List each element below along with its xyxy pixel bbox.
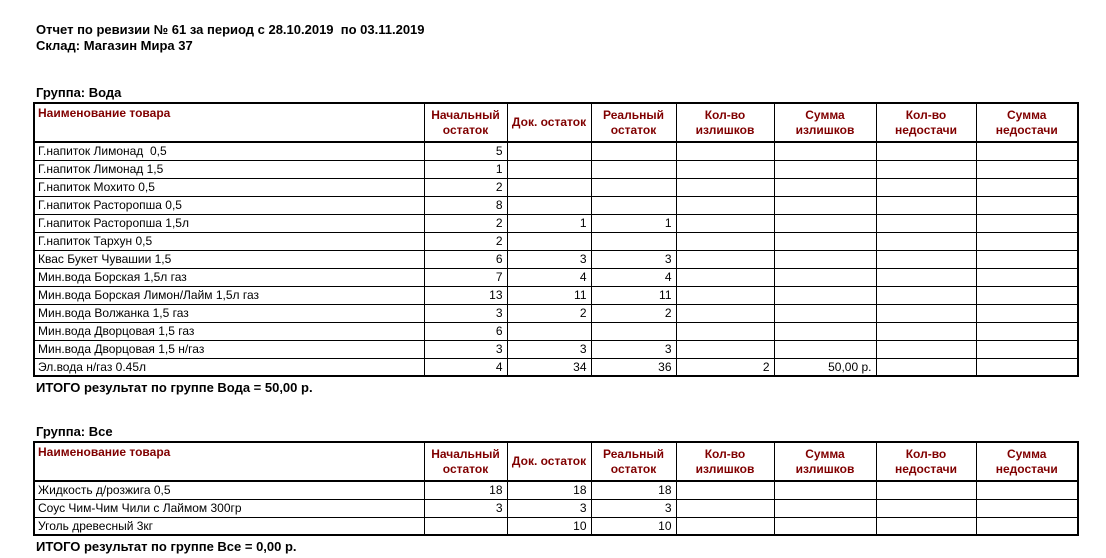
table-row	[34, 499, 1078, 517]
value-cell	[591, 196, 676, 214]
product-name-cell: Мин.вода Волжанка 1,5 газ	[34, 304, 424, 322]
value-cell: 4	[424, 358, 507, 376]
column-header: Начальный остаток	[424, 103, 507, 142]
value-cell: 3	[507, 340, 591, 358]
value-cell	[976, 142, 1078, 160]
value-cell: 2	[424, 214, 507, 232]
value-cell	[876, 517, 976, 535]
value-cell	[676, 250, 774, 268]
value-cell	[676, 160, 774, 178]
value-cell	[591, 232, 676, 250]
report-groups	[33, 85, 1106, 554]
value-cell	[676, 196, 774, 214]
value-cell	[876, 232, 976, 250]
value-cell: 3	[424, 499, 507, 517]
column-header: Сумма излишков	[774, 103, 876, 142]
value-cell	[507, 232, 591, 250]
column-header: Док. остаток	[507, 442, 591, 481]
group-total: ИТОГО результат по группе Все = 0,00 р.	[36, 539, 297, 554]
value-cell: 10	[507, 517, 591, 535]
value-cell: 18	[507, 481, 591, 499]
value-cell: 1	[507, 214, 591, 232]
value-cell: 18	[591, 481, 676, 499]
group-label: Группа: Все	[36, 424, 113, 439]
value-cell	[591, 322, 676, 340]
value-cell: 2	[591, 304, 676, 322]
value-cell	[976, 481, 1078, 499]
value-cell	[774, 196, 876, 214]
table-row	[34, 304, 1078, 322]
value-cell	[676, 268, 774, 286]
product-name-cell: Уголь древесный 3кг	[34, 517, 424, 535]
column-header: Док. остаток	[507, 103, 591, 142]
value-cell: 5	[424, 142, 507, 160]
value-cell	[507, 196, 591, 214]
value-cell: 8	[424, 196, 507, 214]
value-cell	[774, 232, 876, 250]
table-row	[34, 286, 1078, 304]
header-row	[34, 442, 1078, 481]
value-cell: 7	[424, 268, 507, 286]
value-cell	[976, 358, 1078, 376]
column-header: Реальный остаток	[591, 103, 676, 142]
value-cell	[676, 286, 774, 304]
value-cell	[591, 178, 676, 196]
value-cell	[876, 499, 976, 517]
value-cell: 6	[424, 250, 507, 268]
column-header: Сумма недостачи	[976, 442, 1078, 481]
value-cell	[424, 517, 507, 535]
value-cell	[774, 322, 876, 340]
value-cell	[774, 481, 876, 499]
table-row	[34, 517, 1078, 535]
column-header: Сумма недостачи	[976, 103, 1078, 142]
value-cell	[876, 268, 976, 286]
value-cell	[976, 196, 1078, 214]
value-cell	[676, 304, 774, 322]
table-row	[34, 358, 1078, 376]
column-header: Наименование товара	[34, 442, 424, 481]
value-cell	[507, 178, 591, 196]
product-name-cell: Г.напиток Лимонад 1,5	[34, 160, 424, 178]
value-cell	[976, 268, 1078, 286]
product-name-cell: Г.напиток Расторопша 1,5л	[34, 214, 424, 232]
table-row	[34, 196, 1078, 214]
value-cell	[774, 304, 876, 322]
value-cell: 1	[424, 160, 507, 178]
value-cell: 1	[591, 214, 676, 232]
table-row	[34, 142, 1078, 160]
value-cell	[676, 232, 774, 250]
value-cell: 6	[424, 322, 507, 340]
value-cell	[976, 340, 1078, 358]
value-cell: 50,00 р.	[774, 358, 876, 376]
product-name-cell: Мин.вода Борская 1,5л газ	[34, 268, 424, 286]
value-cell	[774, 178, 876, 196]
value-cell	[876, 178, 976, 196]
product-name-cell: Мин.вода Дворцовая 1,5 газ	[34, 322, 424, 340]
column-header: Кол-во недостачи	[876, 103, 976, 142]
value-cell	[976, 232, 1078, 250]
value-cell	[876, 214, 976, 232]
value-cell	[591, 142, 676, 160]
value-cell: 4	[591, 268, 676, 286]
value-cell	[876, 160, 976, 178]
value-cell	[876, 322, 976, 340]
value-cell	[876, 286, 976, 304]
column-header: Сумма излишков	[774, 442, 876, 481]
value-cell	[507, 160, 591, 178]
value-cell	[676, 499, 774, 517]
value-cell: 2	[424, 232, 507, 250]
value-cell	[876, 196, 976, 214]
report-title: Отчет по ревизии № 61 за период с 28.10.2019 по 03.11.2019	[36, 22, 425, 37]
value-cell	[876, 358, 976, 376]
value-cell: 3	[507, 499, 591, 517]
column-header: Кол-во излишков	[676, 103, 774, 142]
value-cell	[976, 304, 1078, 322]
product-name-cell: Эл.вода н/газ 0.45л	[34, 358, 424, 376]
value-cell: 18	[424, 481, 507, 499]
value-cell	[774, 499, 876, 517]
product-name-cell: Соус Чим-Чим Чили с Лаймом 300гр	[34, 499, 424, 517]
value-cell	[507, 322, 591, 340]
value-cell	[676, 142, 774, 160]
product-name-cell: Жидкость д/розжига 0,5	[34, 481, 424, 499]
product-name-cell: Мин.вода Борская Лимон/Лайм 1,5л газ	[34, 286, 424, 304]
value-cell	[976, 499, 1078, 517]
value-cell	[976, 250, 1078, 268]
value-cell	[876, 250, 976, 268]
value-cell: 2	[507, 304, 591, 322]
column-header: Начальный остаток	[424, 442, 507, 481]
value-cell	[774, 160, 876, 178]
value-cell: 3	[591, 340, 676, 358]
column-header: Кол-во недостачи	[876, 442, 976, 481]
group-block	[33, 424, 1106, 554]
value-cell: 11	[507, 286, 591, 304]
value-cell: 3	[507, 250, 591, 268]
table-row	[34, 481, 1078, 499]
product-name-cell: Г.напиток Тархун 0,5	[34, 232, 424, 250]
report-warehouse: Склад: Магазин Мира 37	[36, 38, 193, 53]
value-cell: 13	[424, 286, 507, 304]
value-cell: 2	[424, 178, 507, 196]
value-cell	[976, 178, 1078, 196]
value-cell: 3	[424, 304, 507, 322]
table-row	[34, 232, 1078, 250]
table-row	[34, 268, 1078, 286]
group-block	[33, 85, 1106, 395]
value-cell: 11	[591, 286, 676, 304]
value-cell: 3	[591, 250, 676, 268]
table-row	[34, 322, 1078, 340]
column-header: Кол-во излишков	[676, 442, 774, 481]
value-cell	[774, 214, 876, 232]
value-cell	[676, 481, 774, 499]
product-name-cell: Г.напиток Лимонад 0,5	[34, 142, 424, 160]
value-cell	[876, 481, 976, 499]
value-cell	[676, 517, 774, 535]
table-row	[34, 214, 1078, 232]
header-row	[34, 103, 1078, 142]
value-cell: 36	[591, 358, 676, 376]
value-cell	[676, 340, 774, 358]
value-cell: 10	[591, 517, 676, 535]
value-cell	[676, 322, 774, 340]
revision-table	[33, 102, 1079, 377]
value-cell	[976, 322, 1078, 340]
column-header: Наименование товара	[34, 103, 424, 142]
product-name-cell: Г.напиток Мохито 0,5	[34, 178, 424, 196]
value-cell	[774, 268, 876, 286]
value-cell: 34	[507, 358, 591, 376]
value-cell	[976, 517, 1078, 535]
column-header: Реальный остаток	[591, 442, 676, 481]
group-total: ИТОГО результат по группе Вода = 50,00 р.	[36, 380, 313, 395]
table-row	[34, 178, 1078, 196]
value-cell	[774, 286, 876, 304]
table-row	[34, 340, 1078, 358]
value-cell	[976, 160, 1078, 178]
value-cell	[774, 517, 876, 535]
product-name-cell: Г.напиток Расторопша 0,5	[34, 196, 424, 214]
value-cell	[676, 178, 774, 196]
table-row	[34, 160, 1078, 178]
value-cell	[876, 142, 976, 160]
product-name-cell: Мин.вода Дворцовая 1,5 н/газ	[34, 340, 424, 358]
value-cell	[676, 214, 774, 232]
value-cell: 2	[676, 358, 774, 376]
value-cell	[591, 160, 676, 178]
value-cell: 3	[591, 499, 676, 517]
value-cell	[976, 286, 1078, 304]
value-cell	[507, 142, 591, 160]
group-label: Группа: Вода	[36, 85, 122, 100]
value-cell: 3	[424, 340, 507, 358]
value-cell	[774, 340, 876, 358]
value-cell: 4	[507, 268, 591, 286]
value-cell	[976, 214, 1078, 232]
product-name-cell: Квас Букет Чувашии 1,5	[34, 250, 424, 268]
revision-table	[33, 441, 1079, 536]
value-cell	[876, 304, 976, 322]
report-header	[33, 22, 1106, 54]
value-cell	[774, 142, 876, 160]
value-cell	[774, 250, 876, 268]
table-row	[34, 250, 1078, 268]
value-cell	[876, 340, 976, 358]
